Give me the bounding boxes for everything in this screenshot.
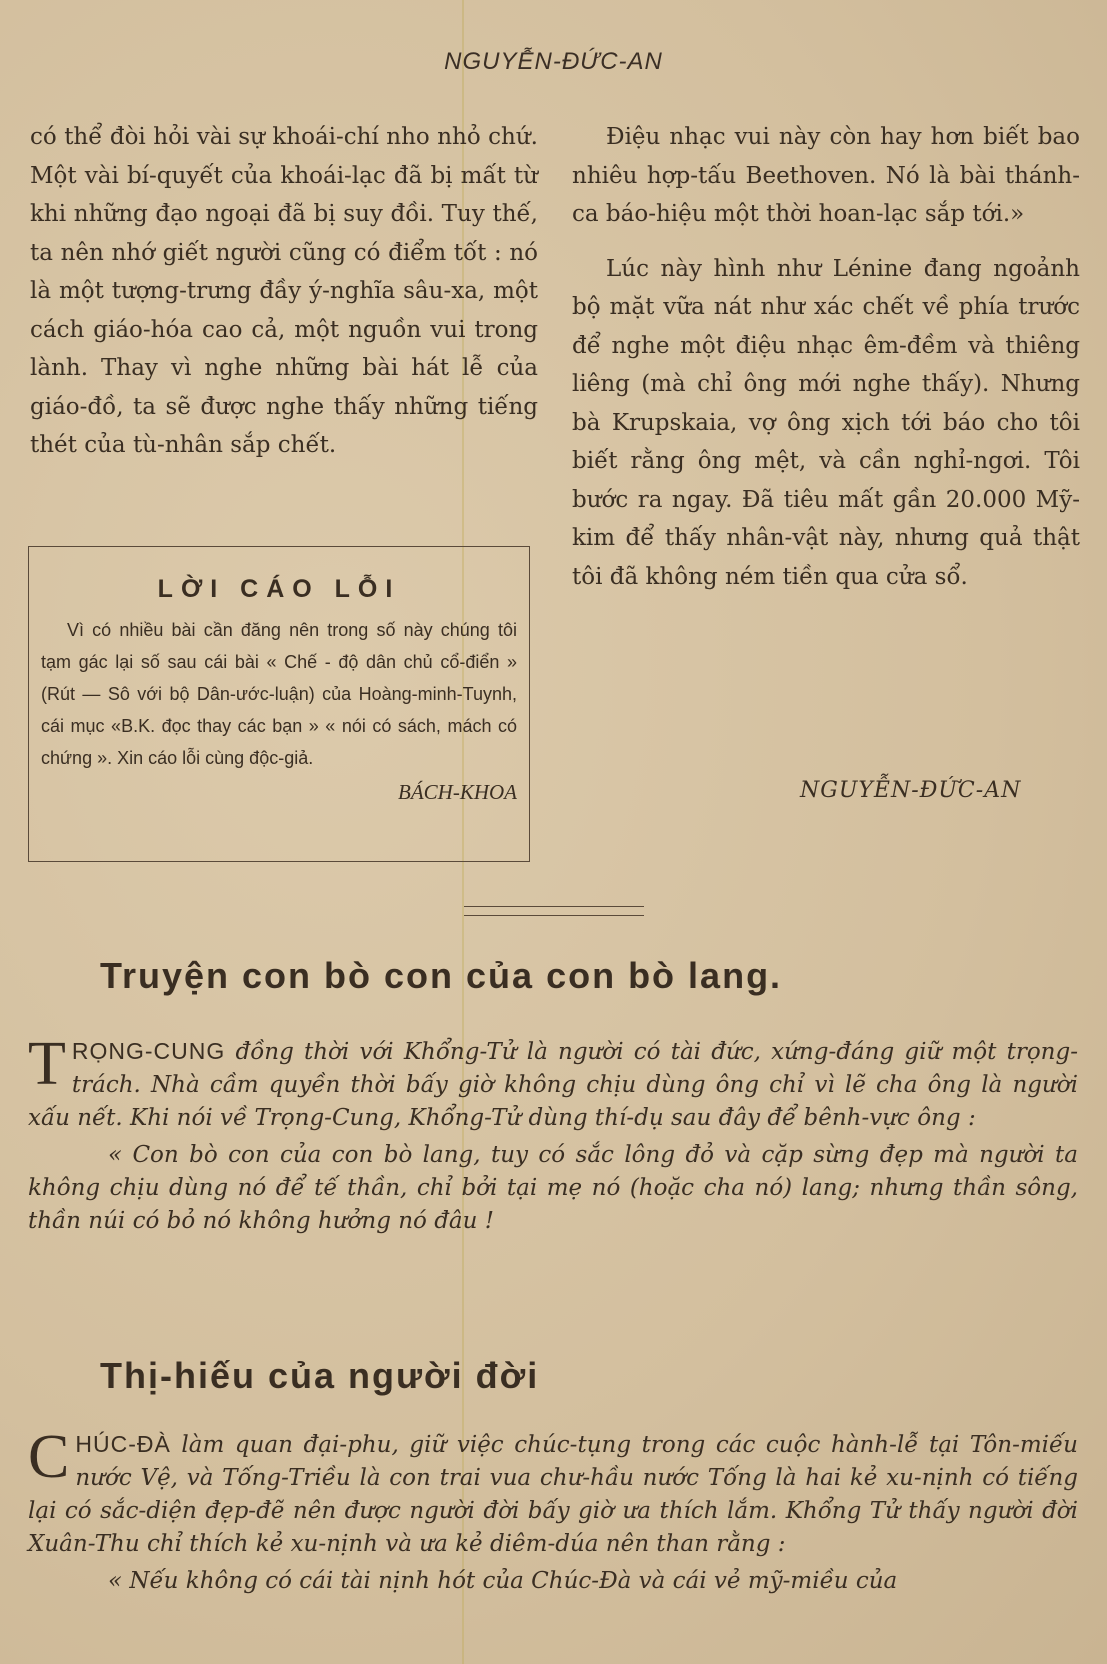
right-column-paragraph-2: Lúc này hình như Lénine đang ngoảnh bộ mặt vữa nát như xác chết về phía trước để nghe một điệu nhạc êm-đềm và thiêng liêng (mà chỉ ông mới nghe thấy). Nhưng bà Krupskaia, vợ ông xịch tới báo cho tôi biết rằng ông mệt, và cần nghỉ-ngơi. Tôi bước ra ngay. Đã tiêu mất gần 20.000 Mỹ-kim để thấy nhân-vật này, nhưng quả thật tôi đã không ném tiền qua cửa sổ. [572,255,1080,590]
story2-title: Thị-hiếu của người đời [100,1355,540,1396]
notice-body: Vì có nhiều bài cần đăng nên trong số này chúng tôi tạm gác lại số sau cái bài « Chế - độ dân chủ cổ-điển » (Rút — Sô với bộ Dân-ước-luận) của Hoàng-minh-Tuynh, cái mục «B.K. đọc thay các bạn » « nói có sách, mách có chứng ». Xin cáo lỗi cùng độc-giả. [41,620,517,768]
story1-paragraph [28,1030,1078,1135]
story2-text: làm quan đại-phu, giữ việc chúc-tụng trong các cuộc hành-lễ tại Tôn-miếu nước Vệ, và Tống-Triều là con trai vua chư-hầu nước Tống là hai kẻ xu-nịnh có tiếng lại có sắc-diện đẹp-đẽ nên được người đời bấy giờ ưa thích lắm. Khổng Tử thấy người đời Xuân-Thu chỉ thích kẻ xu-nịnh và ưa kẻ diêm-dúa nên than rằng : [28,1432,1078,1557]
story1-body [28,1030,1078,1238]
left-column [30,118,538,465]
notice-title: LỜI CÁO LỖI [157,575,401,603]
article-signature: NGUYỄN-ĐỨC-AN [800,778,1022,803]
section-divider [464,906,644,916]
left-column-paragraph: có thể đòi hỏi vài sự khoái-chí nho nhỏ chứ. Một vài bí-quyết của khoái-lạc đã bị mất từ khi những đạo ngoại đã bị suy đồi. Tuy thế, ta nên nhớ giết người cũng có điểm tốt : nó là một tượng-trưng đầy ý-nghĩa sâu-xa, một cách giáo-hóa cao cả, một nguồn vui trong lành. Thay vì nghe những bài hát lễ của giáo-đồ, ta sẽ được nghe thấy những tiếng thét của tù-nhân sắp chết. [30,124,538,458]
notice-signature: BÁCH-KHOA [398,780,517,804]
right-column-paragraph-1: Điệu nhạc vui này còn hay hơn biết bao nhiêu hợp-tấu Beethoven. Nó là bài thánh-ca báo-hiệu một thời hoan-lạc sắp tới.» [572,124,1080,227]
story1-dropcap: T [28,1030,66,1098]
story1-quote: « Con bò con của con bò lang, tuy có sắc lông đỏ và cặp sừng đẹp mà người ta không chịu dùng nó để tế thần, chỉ bởi tại mẹ nó (hoặc cha nó) lang; nhưng thần sông, thần núi có bỏ nó không hưởng nó đâu ! [28,1142,1078,1234]
story2-body [28,1423,1078,1598]
page-header-author: NGUYỄN-ĐỨC-AN [444,48,663,75]
story1-caps: RỌNG-CUNG [71,1038,226,1064]
story2-dropcap: C [28,1423,70,1491]
story2-quote: « Nếu không có cái tài nịnh hót của Chúc-Đà và cái vẻ mỹ-miều của [108,1568,898,1594]
story1-text: đồng thời với Khổng-Tử là người có tài đức, xứng-đáng giữ một trọng-trách. Nhà cầm quyền thời bấy giờ không chịu dùng ông chỉ vì lẽ cha ông là người xấu nết. Khi nói về Trọng-Cung, Khổng-Tử dùng thí-dụ sau đây để bênh-vực ông : [28,1039,1078,1131]
story2-paragraph [28,1423,1078,1561]
right-column [572,118,1080,596]
story1-title: Truyện con bò con của con bò lang. [100,955,783,996]
story2-caps: HÚC-ĐÀ [75,1431,171,1457]
apology-notice-box [28,546,530,862]
